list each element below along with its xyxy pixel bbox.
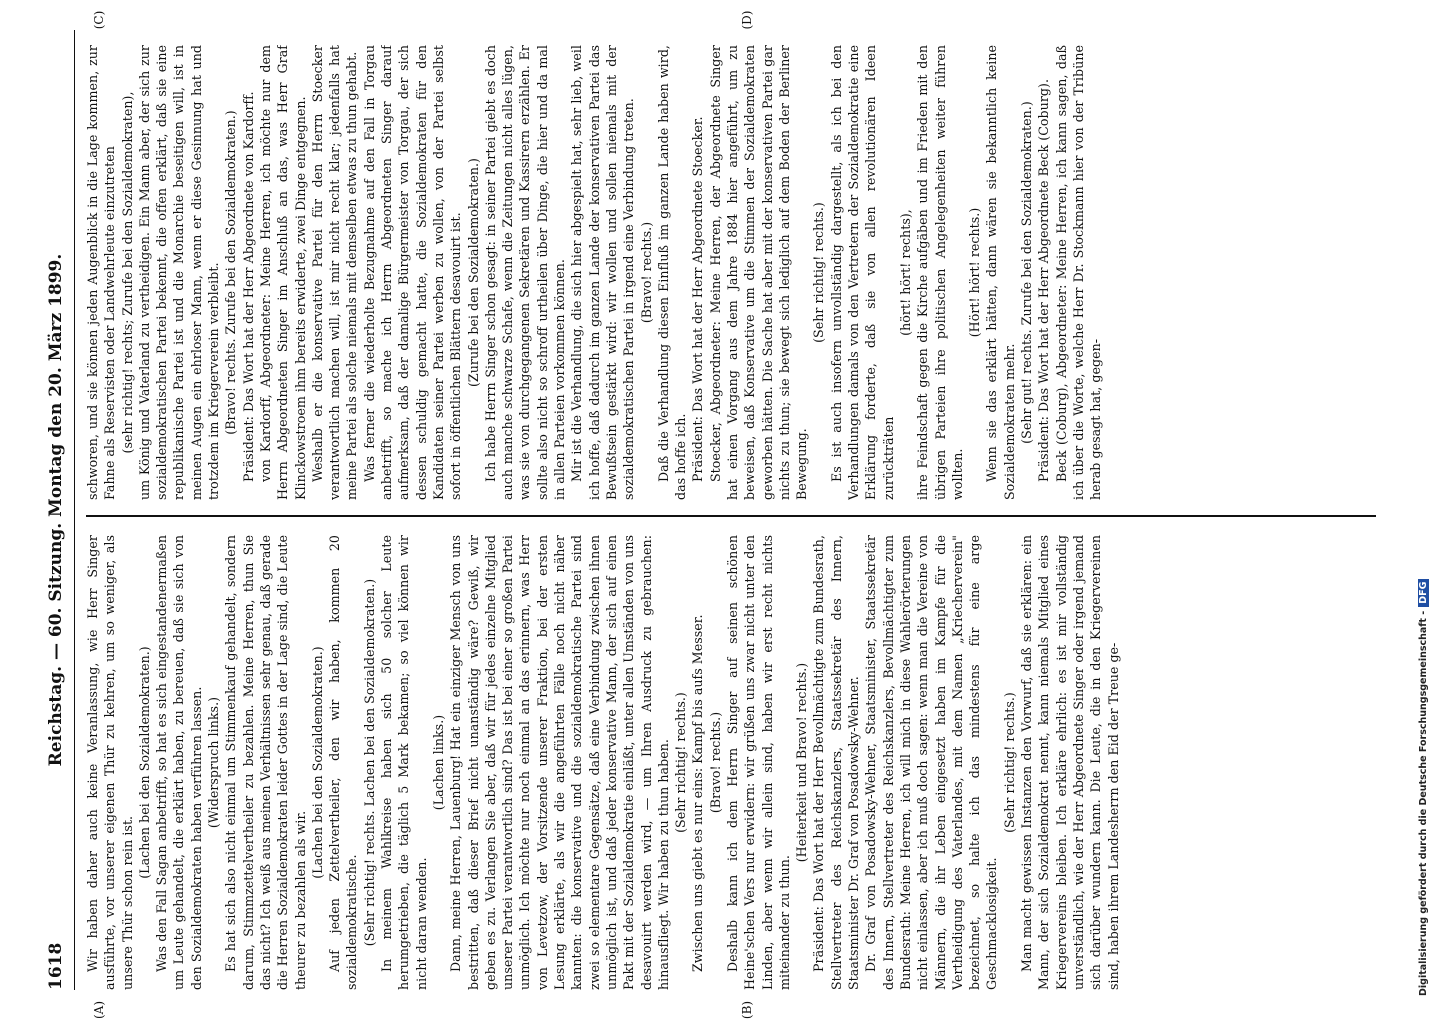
interjection: (Sehr richtig! rechts. Lachen bei den Sozialdemokraten.): [361, 578, 377, 947]
paragraph: Es hat sich also nicht einmal um Stimmenkauf gehandelt, sondern darum, Stimmzettelvertheiler zu bezahlen. Meine Herren, thun Sie das nicht? Ich weiß aus meinen Verhältnissen sehr genau, daß gerade die Herren Sozialdemokraten leider Gottes in der Lage sind, die Leute theurer zu bezahlen als wir.: [223, 535, 308, 990]
interjection: (Sehr gut! rechts. Zurufe bei den Sozialdemokraten.): [1019, 101, 1035, 444]
interjection: (Bravo! rechts. Zurufe bei den Sozialdemokraten.): [223, 110, 239, 435]
paragraph: Stoecker, Abgeordneter: Meine Herren, der Abgeordnete Singer hat einen Vorgang aus dem Jahre 1884 hier angeführt, um zu beweisen, daß Konservative um die Stimmen der Sozialdemokraten geworben hätten. Die Sache hat aber mit der konservativen Partei gar nichts zu thun; sie bewegt sich lediglich auf dem Boden der Berliner Bewegung.: [707, 45, 810, 500]
margin-marker-a: (A): [92, 1000, 106, 1020]
paragraph: Auf jeden Zettelvertheiler, den wir haben, kommen 20 sozialdemokratische.: [327, 535, 360, 990]
digitization-credit: [1418, 579, 1429, 996]
interjection: (hört! hört! rechts),: [897, 209, 913, 336]
paragraph: Präsident: Das Wort hat der Herr Abgeordnete Stoecker.: [690, 116, 706, 482]
column-divider: [86, 516, 1376, 518]
interjection: (Widerspruch links.): [206, 696, 222, 829]
paragraph: Präsident: Das Wort hat der Herr Bevollmächtigte zum Bundesrath, Stellvertreter des Reichskanzlers, Staatssekretär des Innern, Staatsminister Dr. Graf von Posadowsky-Wehner.: [811, 535, 862, 990]
interjection: (sehr richtig! rechts; Zurufe bei den Sozialdemokraten),: [119, 91, 135, 454]
paragraph: Zwischen uns giebt es nur eins: Kampf bis aufs Messer.: [690, 614, 706, 972]
margin-marker-c: (C): [92, 10, 106, 30]
paragraph: Wir haben daher auch keine Veranlassung, wie Herr Singer ausführte, vor unserer eigenen Thür zu kehren, um so weniger, als unsere Thür schon rein ist.: [85, 535, 135, 990]
paragraph: Deshalb kann ich dem Herrn Singer auf seinen schönen Heine'schen Vers nur erwidern: wir grüßen uns zwar nicht unter den Linden, aber wenn wir allein sind, haben wir erst recht nichts miteinander zu thun.: [724, 535, 792, 990]
right-text-column: [84, 45, 1380, 500]
paragraph: von Kardorff, Abgeordneter: Meine Herren, ich möchte nur dem Herrn Abgeordneten Singer im Anschluß an das, was Herr Graf Klinckowstroem ihm bereits erwiderte, zwei Dinge entgegnen.: [257, 45, 308, 500]
interjection: (Sehr richtig! rechts.): [811, 202, 827, 343]
interjection: (Heiterkeit und Bravo! rechts.): [794, 662, 810, 863]
paragraph: ihre Feindschaft gegen die Kirche aufgäben und im Frieden mit den übrigen Parteien ihre politischen Angelegenheiten weiter führen wollten.: [915, 45, 965, 500]
paragraph: Was ferner die wiederholte Bezugnahme auf den Fall in Torgau anbetrifft, so mache ich Herrn Abgeordneten Singer darauf aufmerksam, daß der damalige Bürgermeister von Torgau, der sich dessen schuldig gemacht hatte, die Sozialdemokraten für den Kandidaten seiner Partei werben zu wollen, von der Partei selbst sofort in öffentlichen Blättern desavouirt ist.: [361, 45, 464, 500]
paragraph: Präsident: Das Wort hat der Herr Abgeordnete Beck (Coburg).: [1036, 78, 1052, 482]
paragraph: Man macht gewissen Instanzen den Vorwurf, daß sie erklären: ein Mann, der sich Sozialdemokrat nennt, kann niemals Mitglied eines Kriegervereins bleiben. Ich erkläre ehrlich: es ist mir vollständig unverständlich, wie der Herr Abgeordnete Singer oder irgend jemand sich darüber wundern kann. Die Leute, die in den Kriegervereinen sind, haben ihrem Landesherrn den Eid der Treue ge-: [1019, 535, 1121, 990]
interjection: (Bravo! rechts.): [638, 221, 654, 324]
paragraph: In meinem Wahlkreise haben sich 50 solcher Leute herumgetrieben, die täglich 5 Mark bekamen; so viel können wir nicht daran wenden.: [379, 535, 429, 990]
interjection: (Lachen bei den Sozialdemokraten.): [309, 646, 325, 879]
paragraph: Präsident: Das Wort hat der Herr Abgeordnete von Kardorff.: [240, 91, 256, 482]
paragraph: Beck (Coburg), Abgeordneter: Meine Herren, ich kann sagen, daß ich über die Worte, welche Herr Dr. Stockmann hier von der Tribüne herab gesagt hat, gegen-: [1053, 45, 1104, 500]
margin-marker-b: (B): [740, 1000, 754, 1020]
paragraph: Es ist auch insofern unvollständig dargestellt, als ich bei den Verhandlungen damals von den Vertretern der Sozialdemokratie eine Erklärung forderte, daß sie von allen revolutionären Ideen zurückträten: [828, 45, 896, 500]
left-text-column: [84, 535, 1380, 990]
dfg-logo: DFG: [1418, 579, 1429, 607]
running-title: Reichstag. — 60. Sitzung. Montag den 20. März 1899.: [46, 253, 66, 767]
paragraph: Wenn sie das erklärt hätten, dann wären sie bekanntlich keine Sozialdemokraten mehr.: [984, 45, 1017, 500]
paragraph: Was den Fall Sagan anbetrifft, so hat es sich eingestandenermaßen um Leute gehandelt, die erklärt haben, zu bereuen, daß sie sich von den Sozialdemokraten haben verführen lassen.: [154, 535, 204, 990]
interjection: (Lachen bei den Sozialdemokraten.): [136, 646, 152, 879]
paragraph: Weshalb er die konservative Partei für den Herrn Stoecker verantwortlich machen will, ist mir nicht recht klar; jedenfalls hat meine Partei als solche niemals mit demselben etwas zu thun gehabt.: [309, 45, 360, 500]
page-header: [40, 30, 75, 990]
paragraph: Daß die Verhandlung diesen Einfluß im ganzen Lande haben wird, das hoffe ich.: [655, 45, 689, 500]
margin-marker-d: (D): [740, 10, 754, 30]
paragraph: Dr. Graf von Posadowsky-Wehner, Staatsminister, Staatssekretär des Innern, Stellvertreter des Reichskanzlers, Bevollmächtigter zum Bundesrath: Meine Herren, ich will mich in diese Wahlerörterungen nicht einlassen, aber ich muß doch sagen: wenn man die Vereine von Männern, die ihr Leben eingesetzt haben im Kampfe für die Vertheidigung des Vaterlandes, mit dem Namen „Kriecherverein" bezeichnet, so halte ich das mindestens für eine arge Geschmacklosigkeit.: [863, 535, 1000, 990]
paragraph: Mir ist die Verhandlung, die sich hier abgespielt hat, sehr lieb, weil ich hoffe, daß dadurch im ganzen Lande der konservativen Partei das Bewußtsein gestärkt wird: wir wollen und sollen niemals mit der sozialdemokratischen Partei in irgend eine Verbindung treten.: [569, 45, 637, 500]
paragraph: um König und Vaterland zu vertheidigen. Ein Mann aber, der sich zur sozialdemokratischen Partei bekennt, die offen erklärt, daß sie eine republikanische Partei ist und die Monarchie beseitigen will, ist in meinen Augen ein ehrloser Mann, wenn er diese Gesinnung hat und trotzdem im Kriegerverein verbleibt.: [136, 45, 222, 500]
interjection: (Sehr richtig! rechts.): [673, 692, 689, 833]
interjection: (Lachen links.): [430, 714, 446, 811]
paragraph: Dann, meine Herren, Lauenburg! Hat ein einziger Mensch von uns bestritten, daß dieser Brief nicht unanständig wäre? Gewiß, wir geben es zu. Verlangen Sie aber, daß wir für jedes einzelne Mitglied unserer Partei verantwortlich sind? Das ist bei einer so großen Partei unmöglich. Ich möchte nur noch einmal an das erinnern, was Herr von Levetzow, der Vorsitzende unserer Fraktion, bei der ersten Lesung erklärte, als wir die angeführten Fälle noch nicht näher kannten: die konservative und die sozialdemokratische Partei sind zwei so elementare Gegensätze, daß eine Verbindung zwischen ihnen unmöglich ist, und daß jeder konservative Mann, der sich auf einen Pakt mit der Sozialdemokratie einläßt, unter allen Umständen von uns desavouirt werden wird, — um Ihren Ausdruck zu gebrauchen: hinausfliegt. Wir haben zu thun haben.: [448, 535, 671, 990]
interjection: (Zurufe bei den Sozialdemokraten.): [465, 157, 481, 388]
rotated-page: [40, 10, 1390, 1020]
interjection: (Sehr richtig! rechts.): [1001, 692, 1017, 833]
page-number: 1618: [46, 942, 66, 990]
credit-text: Digitalisierung gefördert durch die Deutsche Forschungsgemeinschaft -: [1418, 610, 1429, 996]
paragraph: Ich habe Herrn Singer schon gesagt: in seiner Partei giebt es doch auch manche schwarze Schafe, wenn die Zeitungen nicht alles lügen, was sie von durchgegangenen Sekretären und Kassirern erzählen. Er sollte also nicht so schroff urtheilen über Dinge, die hier und da mal in allen Parteien vorkommen können.: [482, 45, 568, 500]
interjection: (Bravo! rechts.): [707, 711, 723, 814]
paragraph: schworen, und sie können jeden Augenblick in die Lage kommen, zur Fahne als Reservisten oder Landwehrleute einzutreten: [85, 45, 118, 500]
interjection: (Hört! hört! rechts.): [967, 207, 983, 338]
